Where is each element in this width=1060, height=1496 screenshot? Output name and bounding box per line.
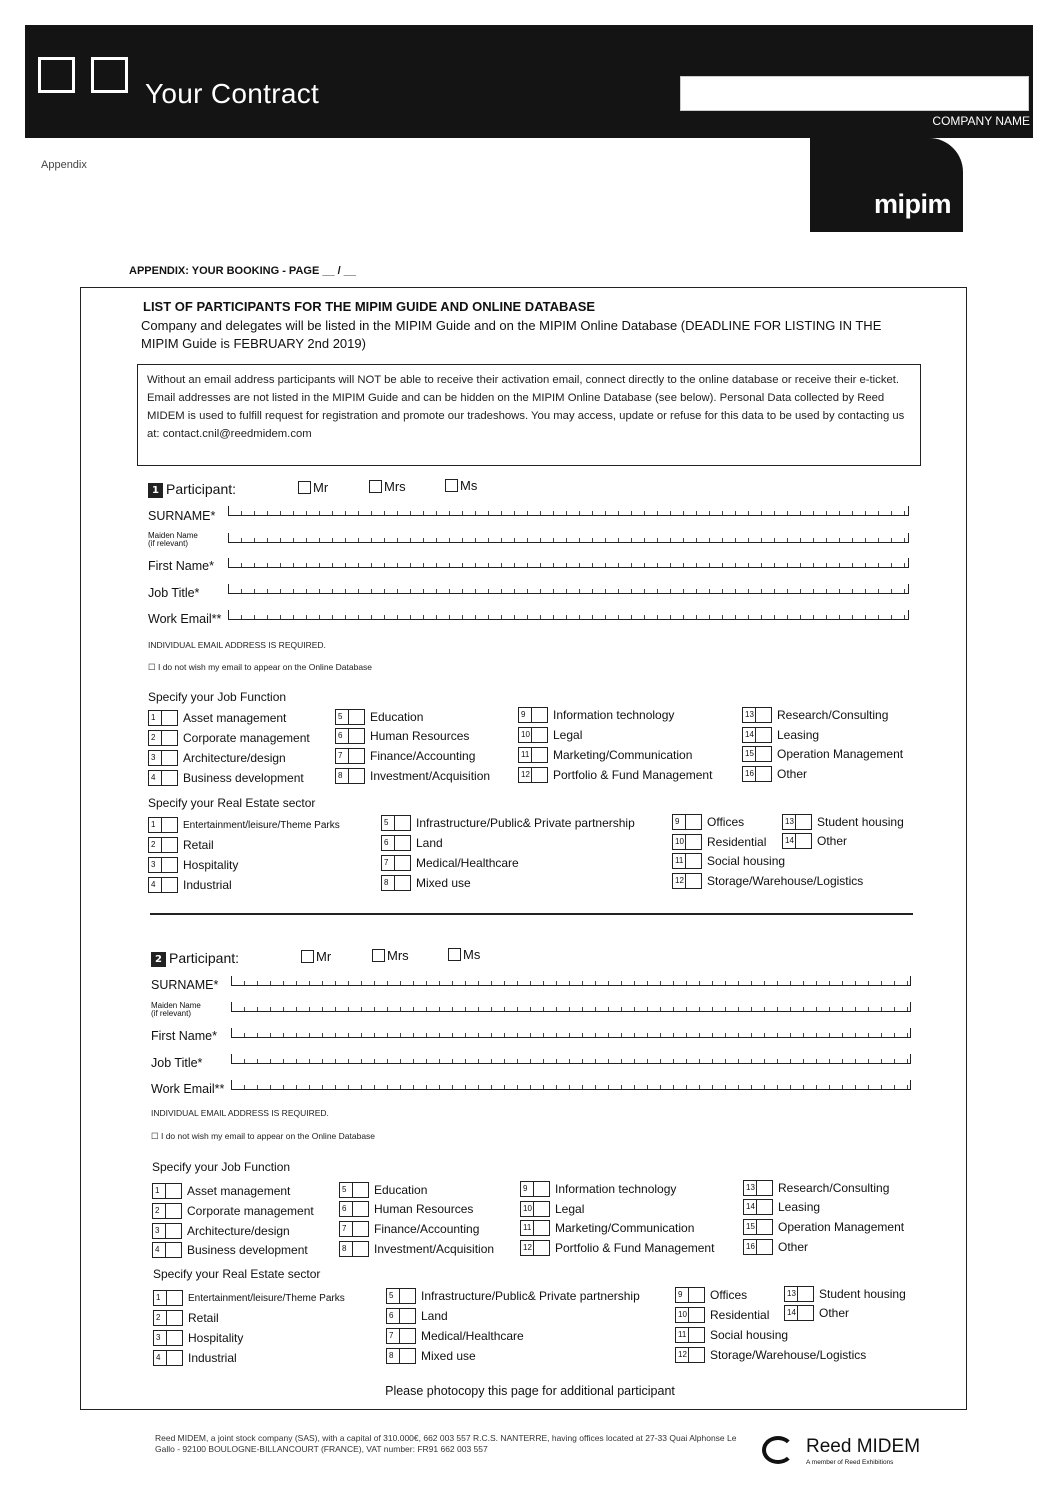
p1-job-function-heading: Specify your Job Function [148, 690, 287, 704]
p1-sector-option[interactable]: 13 Student housing [782, 814, 904, 830]
p1-job-function-option[interactable]: 14 Leasing [742, 727, 819, 743]
p2-title-mr[interactable]: Mr [301, 949, 331, 964]
participant-1-number: 1 [148, 483, 163, 498]
p1-sector-option[interactable]: 1 Entertainment/leisure/Theme Parks [148, 817, 340, 833]
p2-sector-option[interactable]: 1 Entertainment/leisure/Theme Parks [153, 1290, 345, 1306]
p1-sector-heading: Specify your Real Estate sector [148, 796, 316, 810]
p2-job-function-option[interactable]: 12 Portfolio & Fund Management [520, 1240, 714, 1256]
p1-job-function-option[interactable]: 10 Legal [518, 727, 582, 743]
p2-job-function-option[interactable]: 7 Finance/Accounting [339, 1221, 479, 1237]
p2-firstname-input[interactable] [231, 1030, 911, 1038]
p1-title-mr[interactable]: Mr [298, 480, 328, 495]
p2-email-input[interactable] [231, 1082, 911, 1090]
p1-job-function-option[interactable]: 4 Business development [148, 770, 304, 786]
p1-sector-option[interactable]: 7 Medical/Healthcare [381, 855, 519, 871]
p2-sector-option[interactable]: 10 Residential [675, 1307, 769, 1323]
p2-job-function-option[interactable]: 15 Operation Management [743, 1219, 904, 1235]
p1-maiden-input[interactable] [228, 535, 909, 543]
participant-2-label: Participant: [169, 950, 240, 966]
reed-midem-logo [762, 1434, 922, 1474]
header-checkbox-2[interactable] [91, 57, 128, 93]
reed-logo-sub: A member of Reed Exhibitions [806, 1459, 894, 1466]
p2-sector-option[interactable]: 2 Retail [153, 1310, 219, 1326]
p2-job-function-option[interactable]: 3 Architecture/design [152, 1223, 290, 1239]
appendix-label: Appendix [41, 159, 87, 171]
p1-sector-option[interactable]: 8 Mixed use [381, 875, 471, 891]
p1-email-required: INDIVIDUAL EMAIL ADDRESS IS REQUIRED. [148, 640, 326, 650]
participant-2-number: 2 [151, 952, 166, 967]
p1-surname-label: SURNAME* [148, 509, 216, 523]
p1-sector-option[interactable]: 14 Other [782, 833, 847, 849]
p2-maiden-input[interactable] [231, 1004, 911, 1012]
p1-job-function-option[interactable]: 16 Other [742, 766, 807, 782]
p1-job-function-option[interactable]: 6 Human Resources [335, 728, 469, 744]
p1-firstname-label: First Name* [148, 559, 214, 573]
p2-email-required: INDIVIDUAL EMAIL ADDRESS IS REQUIRED. [151, 1108, 329, 1118]
p2-job-function-option[interactable]: 9 Information technology [520, 1181, 676, 1197]
p2-sector-option[interactable]: 6 Land [386, 1308, 448, 1324]
p1-sector-option[interactable]: 10 Residential [672, 834, 766, 850]
p2-sector-option[interactable]: 4 Industrial [153, 1350, 237, 1366]
p2-firstname-label: First Name* [151, 1029, 217, 1043]
p1-email-input[interactable] [228, 612, 909, 620]
p2-sector-option[interactable]: 8 Mixed use [386, 1348, 476, 1364]
p1-job-function-option[interactable]: 9 Information technology [518, 707, 674, 723]
p2-job-function-heading: Specify your Job Function [152, 1160, 291, 1174]
p1-email-label: Work Email** [148, 612, 222, 626]
p2-title-mrs[interactable]: Mrs [372, 948, 409, 963]
p1-job-function-option[interactable]: 11 Marketing/Communication [518, 747, 692, 763]
p1-job-function-option[interactable]: 15 Operation Management [742, 746, 903, 762]
page-title: Your Contract [145, 78, 320, 109]
p2-job-function-option[interactable]: 13 Research/Consulting [743, 1180, 889, 1196]
p2-job-function-option[interactable]: 1 Asset management [152, 1183, 290, 1199]
p2-job-function-option[interactable]: 14 Leasing [743, 1199, 820, 1215]
p2-sector-option[interactable]: 5 Infrastructure/Public& Private partnership [386, 1288, 640, 1304]
p2-email-label: Work Email** [151, 1082, 225, 1096]
mipim-logo-text: mipim [873, 189, 951, 219]
p2-jobtitle-input[interactable] [231, 1056, 911, 1064]
p2-job-function-option[interactable]: 5 Education [339, 1182, 427, 1198]
list-description: Company and delegates will be listed in the MIPIM Guide and on the MIPIM Online Database (DEADLINE FOR LISTING IN THE MIPIM Guide is FEBRUARY 2nd 2019) [141, 318, 882, 351]
p1-job-function-option[interactable]: 7 Finance/Accounting [335, 748, 475, 764]
p2-sector-heading: Specify your Real Estate sector [153, 1267, 321, 1281]
p2-sector-option[interactable]: 9 Offices [675, 1287, 747, 1303]
p1-surname-input[interactable] [228, 508, 909, 516]
p1-sector-option[interactable]: 5 Infrastructure/Public& Private partnership [381, 815, 635, 831]
p2-sector-option[interactable]: 3 Hospitality [153, 1330, 243, 1346]
footer-legal-text: Reed MIDEM, a joint stock company (SAS), with a capital of 310.000€, 662 003 557 R.C.S. NANTERRE, having offices located at 27-33 Quai Alphonse Le Gallo - 92100 BOULOGNE-BILLANCOURT (FRANCE), VAT number: FR91 662 003 557 [155, 1433, 737, 1454]
header-checkbox-1[interactable] [38, 57, 75, 93]
p2-surname-label: SURNAME* [151, 978, 219, 992]
p1-sector-option[interactable]: 3 Hospitality [148, 857, 238, 873]
company-name-field[interactable] [680, 76, 1029, 111]
p1-firstname-input[interactable] [228, 560, 909, 568]
checkbox-icon[interactable] [445, 479, 458, 492]
company-name-label: COMPANY NAME [932, 114, 1030, 128]
p2-job-function-option[interactable]: 11 Marketing/Communication [520, 1220, 694, 1236]
p2-job-function-option[interactable]: 8 Investment/Acquisition [339, 1241, 494, 1257]
checkbox-icon[interactable] [301, 950, 314, 963]
p2-sector-option[interactable]: 7 Medical/Healthcare [386, 1328, 524, 1344]
p2-surname-input[interactable] [231, 978, 911, 986]
p2-job-function-option[interactable]: 6 Human Resources [339, 1201, 473, 1217]
list-title: LIST OF PARTICIPANTS FOR THE MIPIM GUIDE AND ONLINE DATABASE [143, 299, 596, 314]
reed-circle-icon [762, 1436, 794, 1464]
p1-job-function-option[interactable]: 3 Architecture/design [148, 750, 286, 766]
p1-sector-option[interactable]: 11 Social housing [672, 853, 785, 869]
p1-email-optout[interactable]: ☐ I do not wish my email to appear on the Online Database [148, 662, 373, 672]
checkbox-icon[interactable] [369, 480, 382, 493]
p1-jobtitle-input[interactable] [228, 586, 909, 594]
p2-sector-option[interactable]: 13 Student housing [784, 1286, 906, 1302]
p1-job-function-option[interactable]: 8 Investment/Acquisition [335, 768, 490, 784]
p1-maiden-label: Maiden Name (if relevant) [148, 531, 198, 548]
p2-job-function-option[interactable]: 16 Other [743, 1239, 808, 1255]
p1-sector-option[interactable]: 12 Storage/Warehouse/Logistics [672, 873, 863, 889]
p2-sector-option[interactable]: 14 Other [784, 1305, 849, 1321]
p1-sector-option[interactable]: 6 Land [381, 835, 443, 851]
p1-job-function-option[interactable]: 5 Education [335, 709, 423, 725]
p1-jobtitle-label: Job Title* [148, 586, 200, 600]
checkbox-icon[interactable] [448, 948, 461, 961]
p2-maiden-label: Maiden Name (if relevant) [151, 1001, 201, 1018]
p2-sector-option[interactable]: 12 Storage/Warehouse/Logistics [675, 1347, 866, 1363]
p1-job-function-option[interactable]: 13 Research/Consulting [742, 707, 888, 723]
email-notice: Without an email address participants will NOT be able to receive their activation email, connect directly to the online database or receive their e-ticket. Email addresses are not listed in the MIPIM Guide and can be hidden on the MIPIM Online Database (see below). Personal Data collected by Reed MIDEM is used to fulfill request for registration and promote our tradeshows. You may access, update or refuse for this data to be used by contacting us at: contact.cnil@reedmidem.com [137, 364, 921, 466]
p2-job-function-option[interactable]: 4 Business development [152, 1242, 308, 1258]
p2-job-function-option[interactable]: 10 Legal [520, 1201, 584, 1217]
p1-sector-option[interactable]: 9 Offices [672, 814, 744, 830]
p1-sector-option[interactable]: 2 Retail [148, 837, 214, 853]
participant-divider [150, 913, 913, 915]
p2-jobtitle-label: Job Title* [151, 1056, 203, 1070]
p1-title-mrs[interactable]: Mrs [369, 479, 406, 494]
p1-sector-option[interactable]: 4 Industrial [148, 877, 232, 893]
p2-job-function-option[interactable]: 2 Corporate management [152, 1203, 314, 1219]
checkbox-icon[interactable] [372, 949, 385, 962]
p1-job-function-option[interactable]: 12 Portfolio & Fund Management [518, 767, 712, 783]
p1-job-function-option[interactable]: 1 Asset management [148, 710, 286, 726]
p2-title-ms[interactable]: Ms [448, 947, 480, 962]
participant-1-label: Participant: [166, 481, 237, 497]
booking-page-label: APPENDIX: YOUR BOOKING - PAGE __ / __ [129, 265, 356, 277]
checkbox-icon[interactable] [298, 481, 311, 494]
photocopy-note: Please photocopy this page for additional participant [385, 1384, 675, 1398]
reed-logo-name: Reed MIDEM [806, 1436, 921, 1457]
p2-sector-option[interactable]: 11 Social housing [675, 1327, 788, 1343]
mipim-logo [810, 138, 963, 232]
p2-email-optout[interactable]: ☐ I do not wish my email to appear on the Online Database [151, 1131, 376, 1141]
p1-title-ms[interactable]: Ms [445, 478, 477, 493]
p1-job-function-option[interactable]: 2 Corporate management [148, 730, 310, 746]
